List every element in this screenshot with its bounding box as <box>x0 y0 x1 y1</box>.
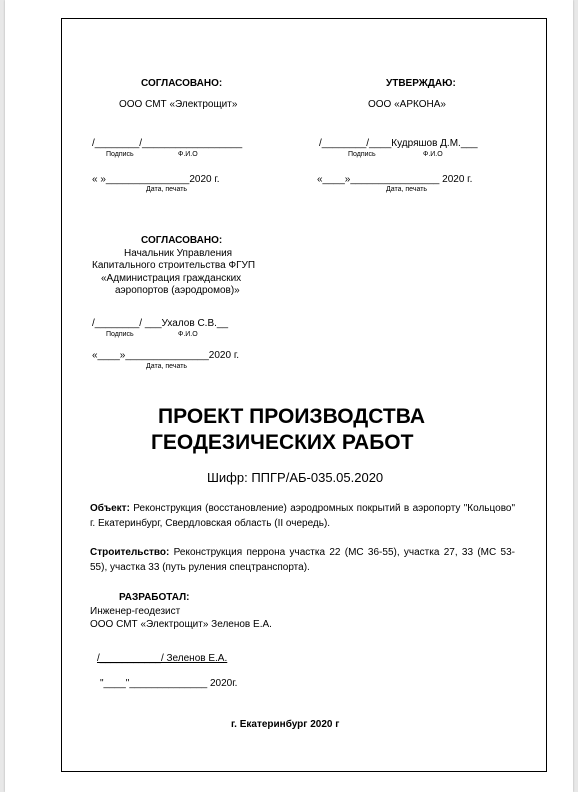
left-date-line: « »_______________2020 г. <box>92 174 220 185</box>
right-label-date: Дата, печать <box>386 186 428 193</box>
middle-date-line: «____»_______________2020 г. <box>92 350 240 361</box>
middle-line2: Капитального строительства ФГУП <box>92 260 256 271</box>
left-label-date: Дата, печать <box>146 186 188 193</box>
title-line2: ГЕОДЕЗИЧЕСКИХ РАБОТ <box>151 431 414 454</box>
right-label-fio: Ф.И.О <box>423 151 443 158</box>
left-label-sign: Подпись <box>106 151 134 158</box>
footer-city-year: г. Екатеринбург 2020 г <box>231 719 340 730</box>
left-org: ООО СМТ «Электрощит» <box>119 99 238 110</box>
construction-paragraph <box>90 545 515 575</box>
middle-line4: аэропортов (аэродромов)» <box>115 285 240 296</box>
middle-line1: Начальник Управления <box>124 248 233 259</box>
developer-role: Инженер-геодезист <box>90 606 181 617</box>
object-label: Объект: <box>90 503 130 514</box>
right-label-sign: Подпись <box>348 151 376 158</box>
title-line1: ПРОЕКТ ПРОИЗВОДСТВА <box>158 405 425 428</box>
developer-org: ООО СМТ «Электрощит» Зеленов Е.А. <box>90 619 272 630</box>
middle-sign-line: /________/ ___Ухалов С.В.__ <box>92 318 229 329</box>
developer-heading: РАЗРАБОТАЛ: <box>119 592 190 603</box>
right-org: ООО «АРКОНА» <box>368 99 446 110</box>
object-paragraph <box>90 501 515 531</box>
developer-sign-line: /___________/ Зеленов Е.А. <box>97 653 228 664</box>
middle-line3: «Администрация гражданских <box>101 273 242 284</box>
left-label-fio: Ф.И.О <box>178 151 198 158</box>
middle-label-fio: Ф.И.О <box>178 331 198 338</box>
cipher: Шифр: ППГР/АБ-035.05.2020 <box>207 470 384 485</box>
right-date-line: «____»________________ 2020 г. <box>317 174 473 185</box>
left-sign-line: /________/__________________ <box>92 138 243 149</box>
right-sign-line: /________/____Кудряшов Д.М.___ <box>319 138 478 149</box>
middle-label-date: Дата, печать <box>146 363 188 370</box>
middle-label-sign: Подпись <box>106 331 134 338</box>
object-text: Реконструкция (восстановление) аэродромных покрытий в аэропорту "Кольцово" г. Екатеринбург, Свердловская область (II очередь). <box>90 503 515 529</box>
construction-label: Строительство: <box>90 547 170 558</box>
developer-date-line: "____"______________ 2020г. <box>100 678 238 689</box>
construction-text: Реконструкция перрона участка 22 (МС 36-55), участка 27, 33 (МС 53-55), участка 33 (путь руления спецтранспорта). <box>90 547 515 573</box>
left-heading: СОГЛАСОВАНО: <box>141 78 223 89</box>
right-heading: УТВЕРЖДАЮ: <box>386 78 456 89</box>
document-page <box>5 0 573 792</box>
middle-heading: СОГЛАСОВАНО: <box>141 235 223 246</box>
